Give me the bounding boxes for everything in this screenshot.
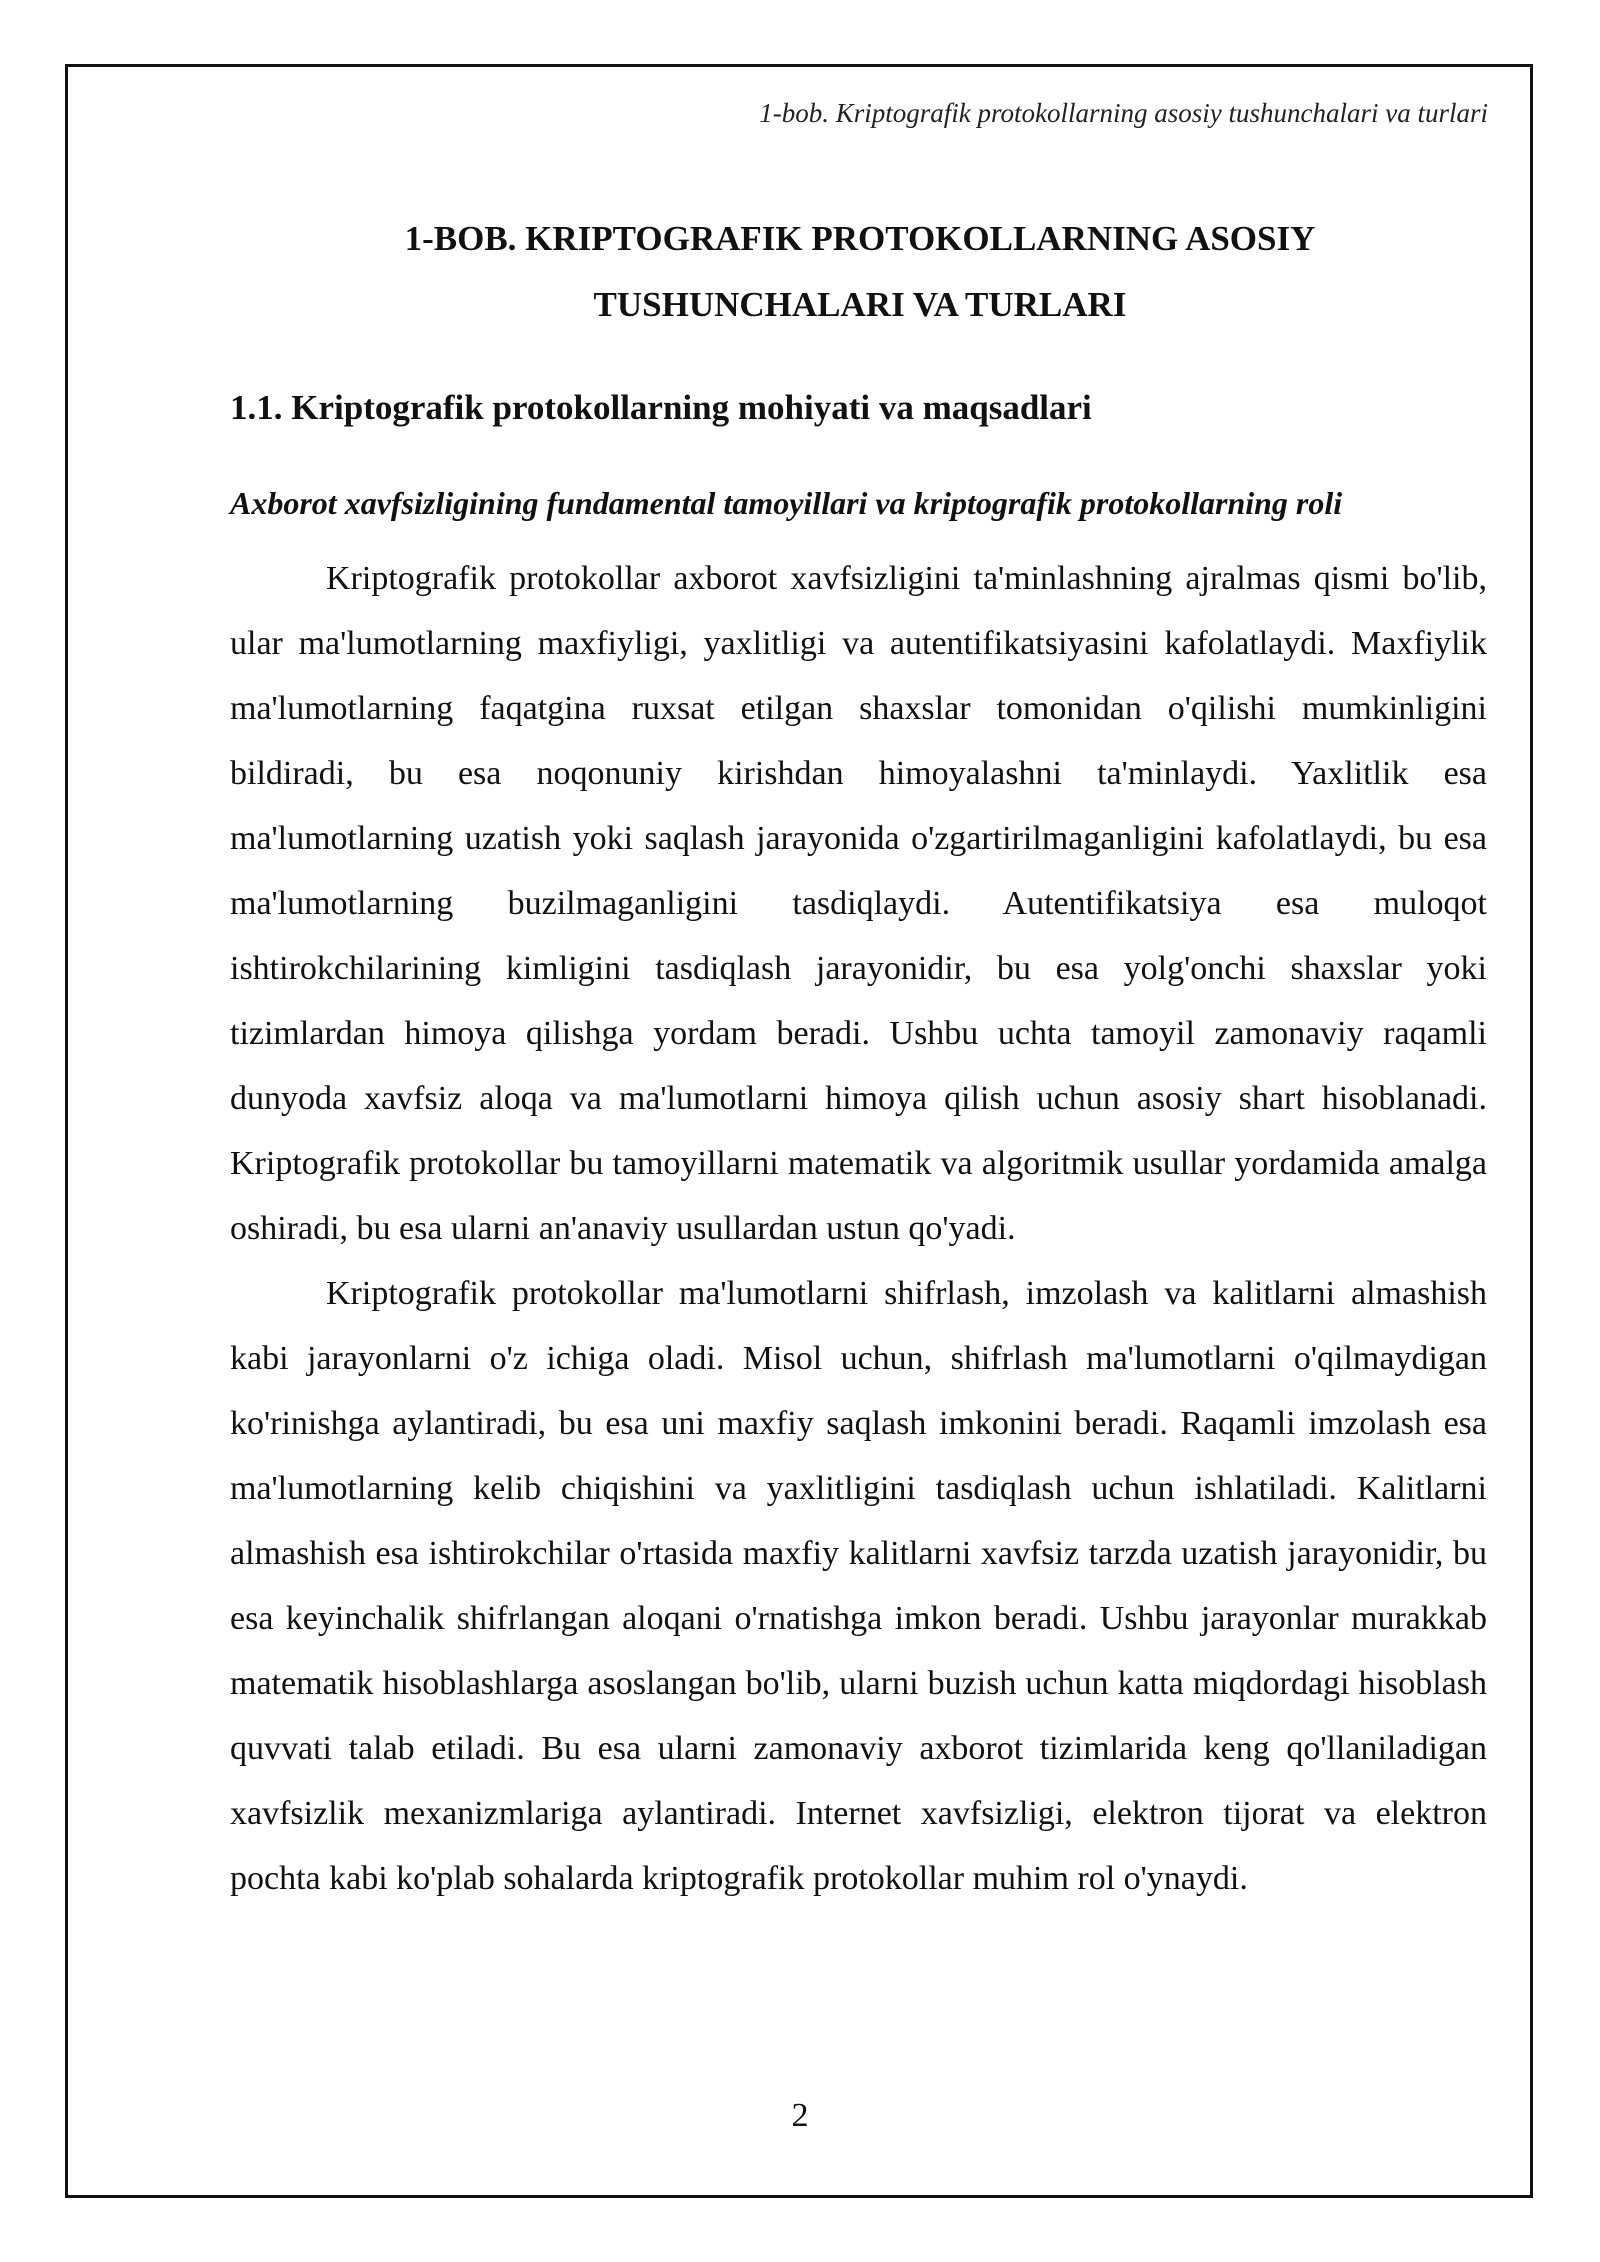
- paragraph-1: Kriptografik protokollar axborot xavfsizligini ta'minlashning ajralmas qismi bo'lib, ular ma'lumotlarning maxfiyligi, yaxlitligi va autentifikatsiyasini kafolatlaydi. Maxfiylik ma'lumotlarning faqatgina ruxsat etilgan shaxslar tomonidan o'qilishi mumkinligini bildiradi, bu esa noqonuniy kirishdan himoyalashni ta'minlaydi. Yaxlitlik esa ma'lumotlarning uzatish yoki saqlash jarayonida o'zgartirilmaganligini kafolatlaydi, bu esa ma'lumotlarning buzilmaganligini tasdiqlaydi. Autentifikatsiya esa muloqot ishtirokchilarining kimligini tasdiqlash jarayonidir, bu esa yolg'onchi shaxslar yoki tizimlardan himoya qilishga yordam beradi. Ushbu uchta tamoyil zamonaviy raqamli dunyoda xavfsiz aloqa va ma'lumotlarni himoya qilish uchun asosiy shart hisoblanadi. Kriptografik protokollar bu tamoyillarni matematik va algoritmik usullar yordamida amalga oshiradi, bu esa ularni an'anaviy usullardan ustun qo'yadi.: [230, 560, 1487, 1247]
- paragraph-2: Kriptografik protokollar ma'lumotlarni shifrlash, imzolash va kalitlarni almashish kabi jarayonlarni o'z ichiga oladi. Misol uchun, shifrlash ma'lumotlarni o'qilmaydigan ko'rinishga aylantiradi, bu esa uni maxfiy saqlash imkonini beradi. Raqamli imzolash esa ma'lumotlarning kelib chiqishini va yaxlitligini tasdiqlash uchun ishlatiladi. Kalitlarni almashish esa ishtirokchilar o'rtasida maxfiy kalitlarni xavfsiz tarzda uzatish jarayonidir, bu esa keyinchalik shifrlangan aloqani o'rnatishga imkon beradi. Ushbu jarayonlar murakkab matematik hisoblashlarga asoslangan bo'lib, ularni buzish uchun katta miqdordagi hisoblash quvvati talab etiladi. Bu esa ularni zamonaviy axborot tizimlarida keng qo'llaniladigan xavfsizlik mexanizmlariga aylantiradi. Internet xavfsizligi, elektron tijorat va elektron pochta kabi ko'plab sohalarda kriptografik protokollar muhim rol o'ynaydi.: [230, 1275, 1487, 1897]
- chapter-title: [230, 206, 1490, 338]
- subsection-title: Axborot xavfsizligining fundamental tamoyillari va kriptografik protokollarning roli: [230, 485, 1343, 521]
- page-number: 2: [791, 2097, 809, 2134]
- body-text: [230, 546, 1487, 1911]
- running-header: 1-bob. Kriptografik protokollarning asosiy tushunchalari va turlari: [759, 98, 1488, 128]
- chapter-title-line-1: 1-BOB. KRIPTOGRAFIK PROTOKOLLARNING ASOSIY: [404, 219, 1316, 258]
- chapter-title-line-2: TUSHUNCHALARI VA TURLARI: [593, 285, 1127, 324]
- section-title: 1.1. Kriptografik protokollarning mohiyati va maqsadlari: [230, 388, 1092, 427]
